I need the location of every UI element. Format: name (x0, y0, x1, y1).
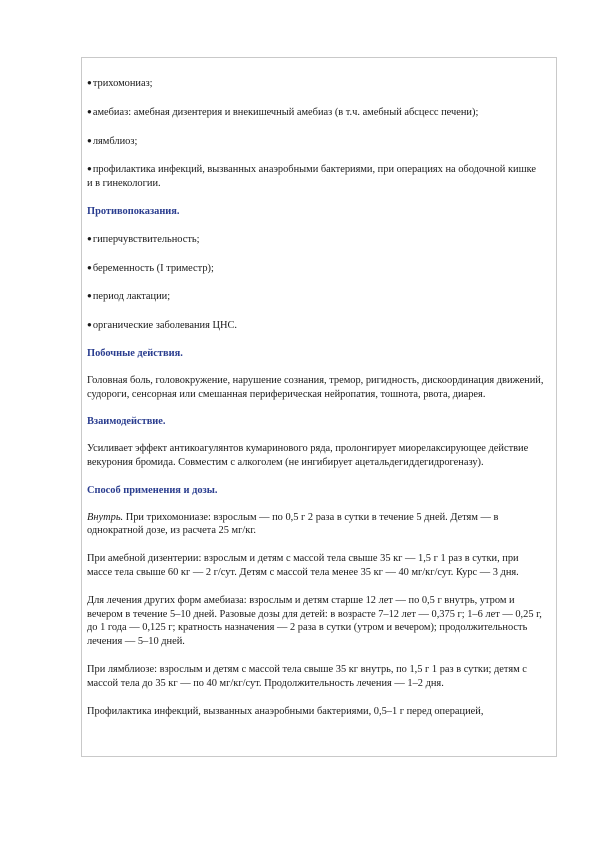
indication-text: амебиаз: амебная дизентерия и внекишечный амебиаз (в т.ч. амебный абсцесс печени); (92, 106, 479, 118)
indication-text: лямблиоз; (92, 135, 138, 147)
interactions-heading: Взаимодействие. (87, 416, 166, 428)
contraindications-heading: Противопоказания. (87, 205, 180, 217)
dosage-text: При трихомониазе: взрослым — по 0,5 г 2 раза в сутки в течение 5 дней. Детям — в однократной дозе, из расчета 25 мг/кг. (87, 511, 499, 537)
bullet-icon: ● (87, 164, 92, 174)
contraindication-text: период лактации; (92, 291, 171, 303)
bullet-icon: ● (87, 262, 92, 272)
contraindication-text: гиперчувствительность; (92, 233, 200, 245)
contraindication-text: беременность (I триместр); (92, 262, 214, 274)
contraindication-item (87, 318, 544, 333)
side-effects-heading: Побочные действия. (87, 347, 183, 359)
document-page (81, 57, 557, 757)
indication-item (87, 105, 544, 120)
dosage-paragraph: При лямблиозе: взрослым и детям с массой тела свыше 35 кг внутрь, по 1,5 г 1 раз в сутки; детям с массой тела до 35 кг — по 40 мг/кг/сут. Продолжительность лечения — 1–2 дня. (87, 663, 527, 689)
dosage-paragraph: При амебной дизентерии: взрослым и детям с массой тела свыше 35 кг — 1,5 г 1 раз в сутки, при массе тела свыше 60 кг — 2 г/сут. Детям с массой тела менее 35 кг — 40 мг/кг/сут. Курс — 3 дня. (87, 553, 519, 578)
indication-item (87, 76, 544, 91)
bullet-icon: ● (87, 135, 92, 145)
bullet-icon: ● (87, 106, 92, 116)
side-effects-text: Головная боль, головокружение, нарушение сознания, тремор, ригидность, дискоординация движений, судороги, сенсорная или смешанная периферическая нейропатия, тошнота, рвота, диарея. (87, 374, 544, 400)
bullet-icon: ● (87, 78, 92, 87)
dosage-heading: Способ применения и дозы. (87, 484, 218, 496)
contraindication-item (87, 232, 544, 247)
bullet-icon: ● (87, 291, 92, 301)
contraindication-text: органические заболевания ЦНС. (92, 320, 238, 332)
dosage-paragraph (87, 511, 544, 539)
indication-item (87, 162, 544, 191)
document-body (82, 58, 556, 718)
bullet-icon: ● (87, 320, 92, 330)
indication-text: профилактика инфекций, вызванных анаэробными бактериями, при операциях на ободочной кишке и в гинекологии. (87, 164, 536, 190)
contraindication-item (87, 261, 544, 276)
indication-text: трихомониаз; (92, 78, 153, 89)
dosage-route: Внутрь. (87, 511, 124, 523)
dosage-paragraph: Профилактика инфекций, вызванных анаэробными бактериями, 0,5–1 г перед операцией, (87, 705, 484, 717)
dosage-paragraph: Для лечения других форм амебиаза: взрослым и детям старше 12 лет — по 0,5 г внутрь, утром и вечером в течение 5–10 дней. Разовые дозы для детей: в возрасте 7–12 лет — 0,375 г; 1–6 лет — 0,25 г, до 1 года — 0,125 г; кратность назначения — 2 раза в сутки (утром и вечером); продолжительность лечения — 5–10 дней. (87, 594, 542, 648)
bullet-icon: ● (87, 233, 92, 243)
interactions-text: Усиливает эффект антикоагулянтов кумаринового ряда, пролонгирует миорелаксирующее действие векурония бромида. Совместим с алкоголем (не ингибирует ацетальдегиддегидрогеназу). (87, 443, 529, 468)
indication-item (87, 134, 544, 149)
contraindication-item (87, 289, 544, 304)
